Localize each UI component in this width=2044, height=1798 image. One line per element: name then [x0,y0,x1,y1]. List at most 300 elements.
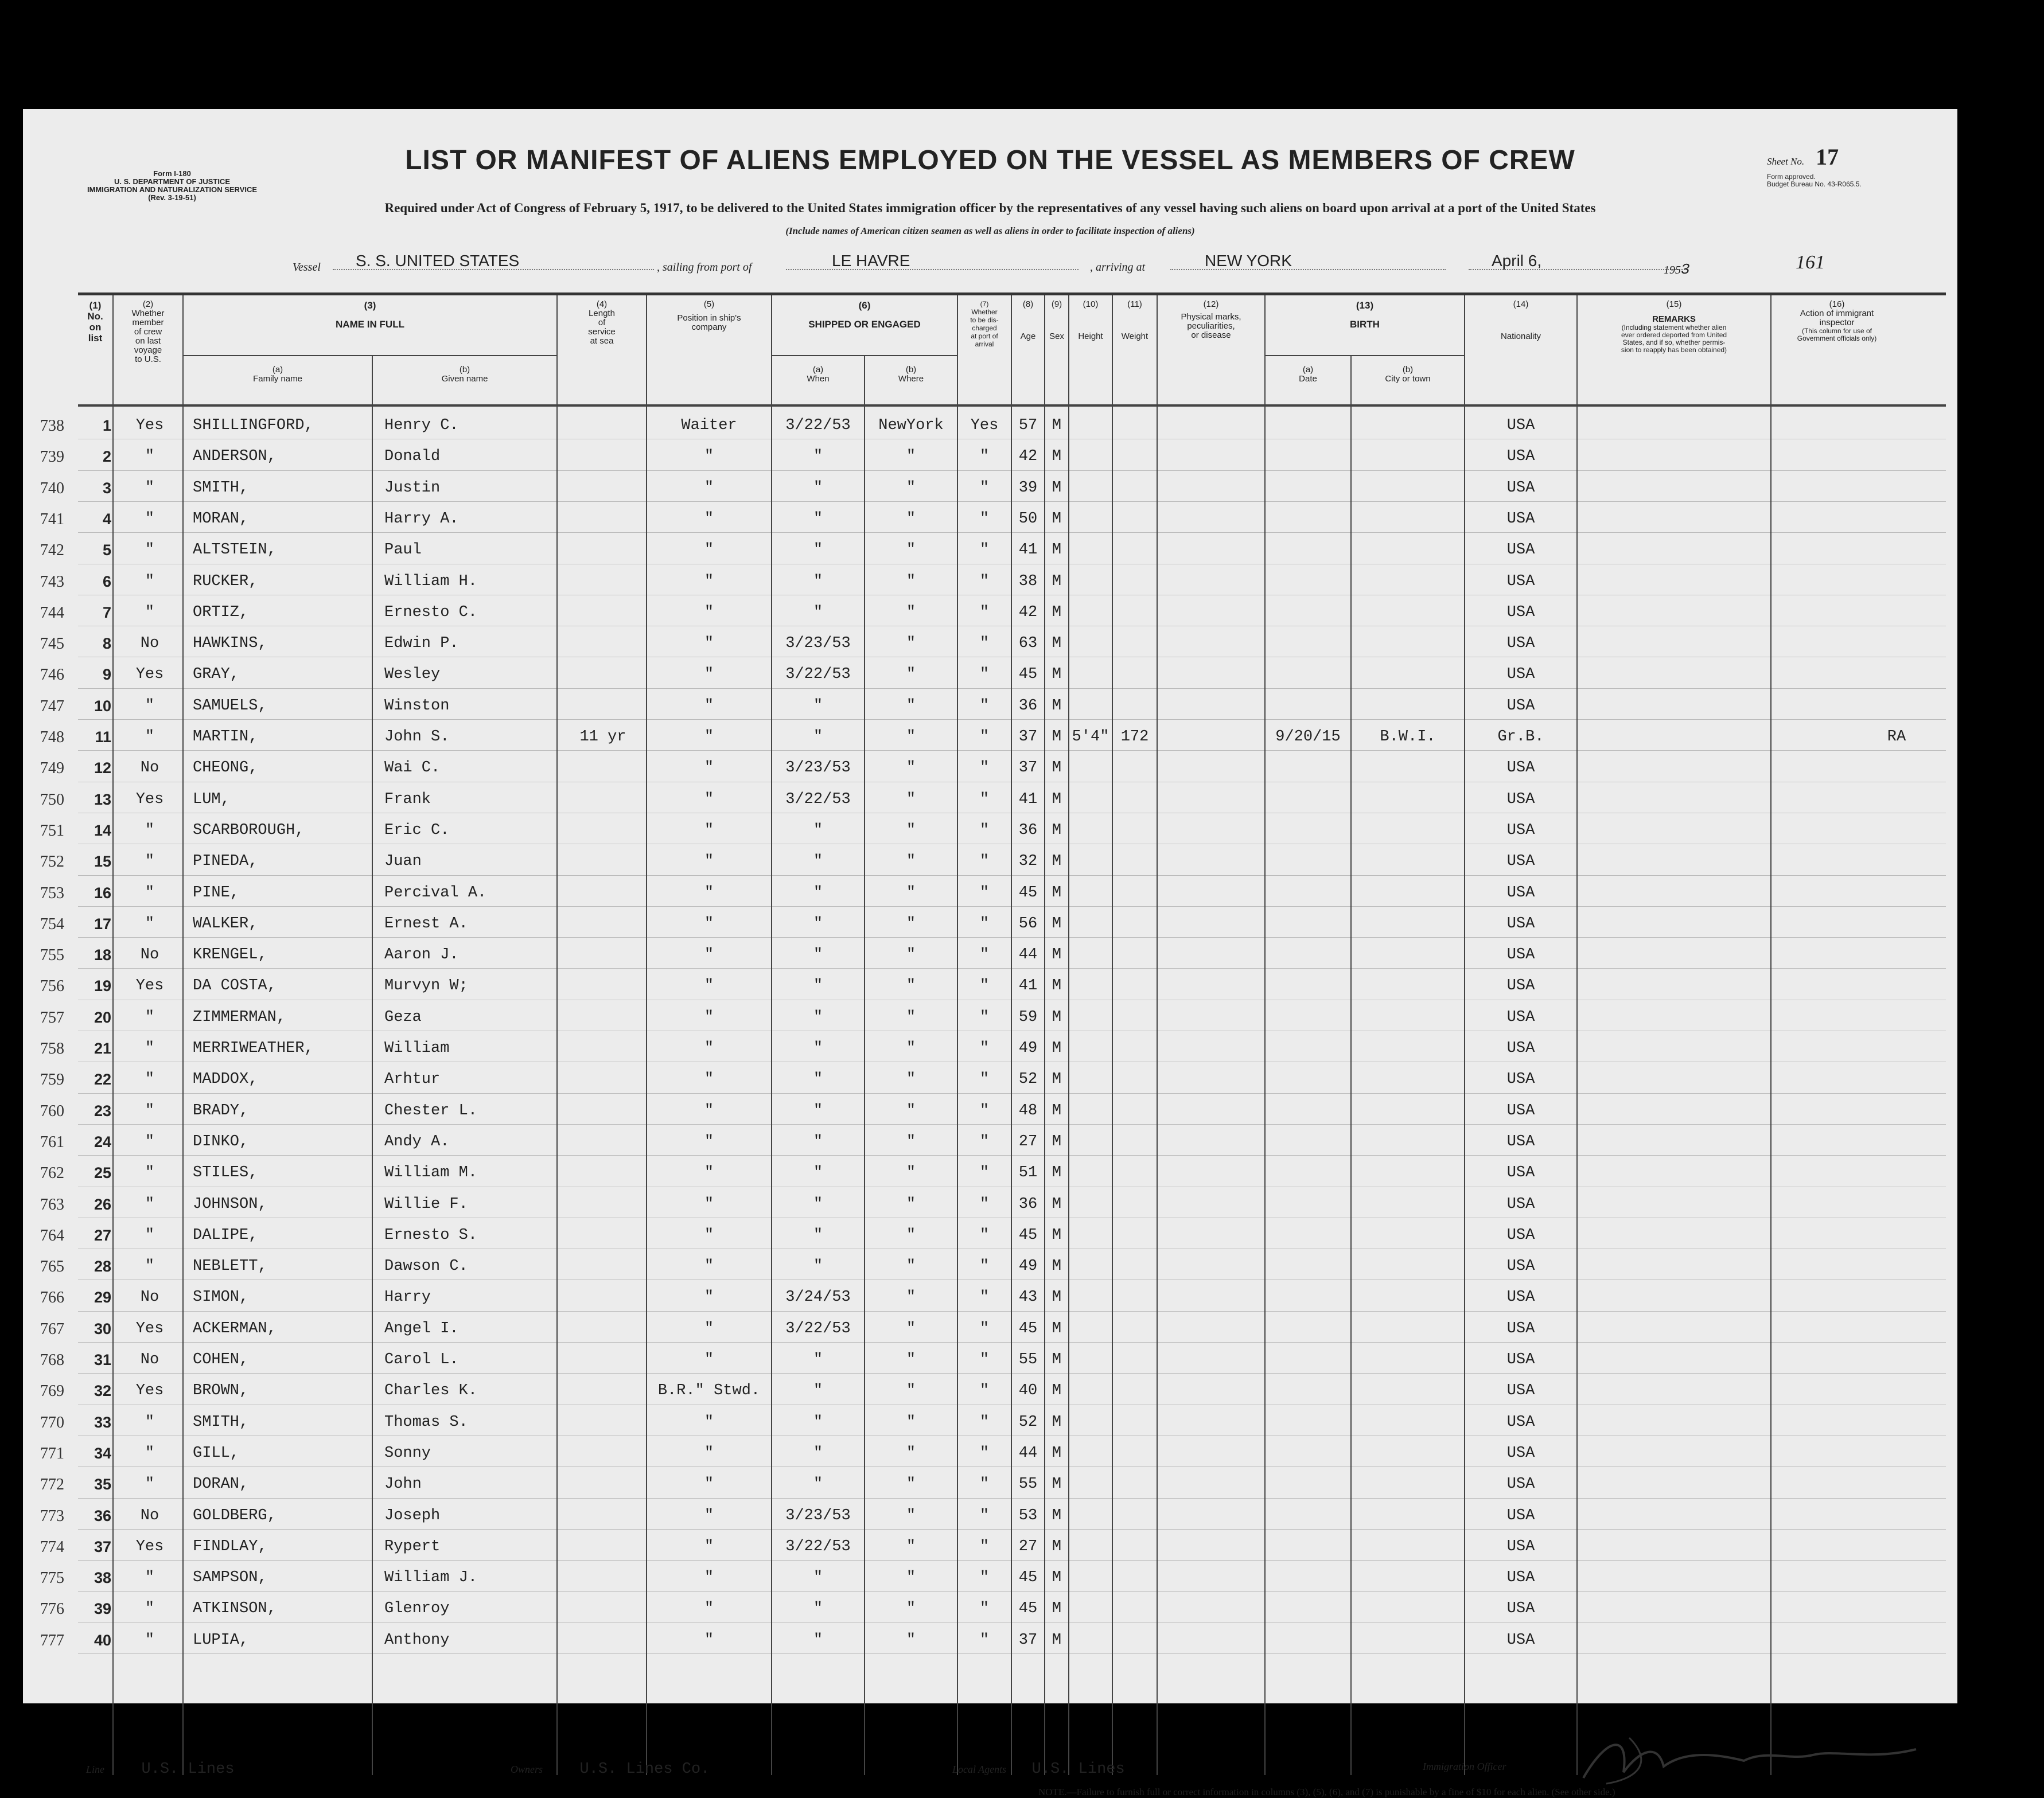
table-row [40,1468,1946,1499]
sex: M [1052,1071,1062,1089]
vessel-name: S. S. UNITED STATES [356,252,520,270]
row-number: 11 [95,728,111,746]
position: " [704,510,714,528]
family-name: CHEONG, [193,759,258,777]
family-name: BROWN, [193,1382,249,1400]
row-number: 29 [94,1289,111,1306]
given-name: Henry C. [384,417,459,434]
family-name: ANDERSON, [193,448,277,466]
shipped-where: " [906,448,916,466]
entry-reference: 738 [40,417,64,435]
previous-voyage: No [140,635,159,653]
shipped-where: " [906,1631,916,1649]
position: " [704,666,714,684]
shipped-when: " [813,1133,823,1150]
given-name: Arhtur [384,1071,441,1089]
sex: M [1052,728,1062,746]
age: 27 [1018,1133,1038,1150]
row-number: 2 [102,448,111,466]
entry-reference: 764 [40,1226,64,1245]
given-name: Ernest A. [384,915,468,933]
family-name: SMITH, [193,1413,249,1431]
given-name: Ernesto C. [384,603,478,621]
family-name: STILES, [193,1164,258,1182]
nationality: Gr.B. [1497,728,1544,746]
col-where-header: (b) Where [898,365,924,384]
position: " [704,1226,714,1244]
previous-voyage: " [145,603,155,621]
position: " [704,1351,714,1368]
position: B.R." Stwd. [657,1382,761,1400]
nationality: USA [1506,572,1535,590]
given-name: Glenroy [384,1600,450,1618]
weight: 172 [1120,728,1149,746]
entry-reference: 744 [40,603,64,622]
age: 40 [1018,1382,1038,1400]
family-name: MADDOX, [193,1071,258,1089]
sheet-number: Sheet No. 17 [1767,144,1839,170]
sex: M [1052,946,1062,964]
shipped-when: 3/22/53 [785,790,851,808]
position: " [704,821,714,839]
nationality: USA [1506,1444,1535,1462]
table-row [40,1437,1946,1468]
nationality: USA [1506,1258,1535,1276]
sex: M [1052,821,1062,839]
discharge: " [979,1258,990,1276]
table-row [40,533,1946,564]
age: 37 [1018,728,1038,746]
column-rule [864,355,865,1775]
age: 39 [1018,479,1038,497]
row-number: 33 [94,1413,111,1431]
given-name: Juan [384,853,422,871]
table-row [40,1592,1946,1623]
discharge: " [979,1351,990,1368]
row-number: 9 [102,666,111,684]
age: 36 [1018,697,1038,715]
position: " [704,1008,714,1026]
discharge: " [979,1444,990,1462]
table-row [40,845,1946,876]
shipped-when: " [813,572,823,590]
discharge: " [979,1164,990,1182]
sex: M [1052,1258,1062,1276]
sex: M [1052,1569,1062,1587]
given-name: Angel I. [384,1320,459,1337]
age: 41 [1018,790,1038,808]
shipped-where: " [906,1476,916,1493]
given-name: Eric C. [384,821,450,839]
previous-voyage: " [145,915,155,933]
discharge: " [979,448,990,466]
previous-voyage: " [145,1133,155,1150]
discharge: " [979,728,990,746]
position: Waiter [681,417,737,434]
sex: M [1052,1040,1062,1057]
family-name: SAMPSON, [193,1569,267,1587]
shipped-where: " [906,1413,916,1431]
entry-reference: 777 [40,1631,64,1649]
entry-reference: 770 [40,1413,64,1432]
sex: M [1052,1382,1062,1400]
discharge: " [979,1382,990,1400]
given-name: Wai C. [384,759,441,777]
given-name: Winston [384,697,450,715]
table-row [40,1063,1946,1094]
sex: M [1052,915,1062,933]
sailing-label: , sailing from port of [657,261,752,274]
discharge: " [979,1102,990,1120]
sex: M [1052,666,1062,684]
discharge: " [979,1071,990,1089]
table-row [40,1312,1946,1343]
discharge: " [979,915,990,933]
shipped-when: 3/22/53 [785,666,851,684]
previous-voyage: No [140,759,159,777]
shipped-when: " [813,1631,823,1649]
shipped-where: " [906,479,916,497]
age: 32 [1018,853,1038,871]
given-name: John [384,1476,422,1493]
position: " [704,915,714,933]
nationality: USA [1506,1040,1535,1057]
given-name: Justin [384,479,441,497]
nationality: USA [1506,1538,1535,1555]
entry-reference: 756 [40,977,64,996]
nationality: USA [1506,1351,1535,1368]
shipped-when: " [813,728,823,746]
vessel-label: Vessel [293,261,321,274]
shipped-where: " [906,1569,916,1587]
table-row [40,876,1946,907]
footer-note: NOTE.—Failure to furnish full or correct information in columns (3), (5), (6), and (7) is punishable by a fine of $10 for each alien. (See other side.) [1038,1787,1615,1797]
shipped-when: " [813,821,823,839]
table-row [40,409,1946,440]
sex: M [1052,1507,1062,1524]
position: " [704,1476,714,1493]
col-age-header: (8) Age [1020,299,1036,341]
given-name: Ernesto S. [384,1226,478,1244]
given-name: William J. [384,1569,478,1587]
given-name: William [384,1040,450,1057]
col-height-header: (10) Height [1078,299,1103,341]
discharge: " [979,1600,990,1618]
col-birth-city-header: (b) City or town [1385,365,1431,384]
nationality: USA [1506,1413,1535,1431]
family-name: COHEN, [193,1351,249,1368]
shipped-when: 3/22/53 [785,1538,851,1555]
nationality: USA [1506,417,1535,434]
nationality: USA [1506,448,1535,466]
table-row [40,938,1946,969]
position: " [704,1289,714,1306]
col-birth-header: (13) BIRTH [1350,300,1380,330]
entry-reference: 742 [40,541,64,560]
shipped-where: " [906,1071,916,1089]
position: " [704,697,714,715]
entry-reference: 773 [40,1507,64,1525]
row-number: 17 [94,915,111,933]
entry-reference: 771 [40,1444,64,1462]
family-name: MORAN, [193,510,249,528]
position: " [704,1133,714,1150]
previous-voyage: " [145,728,155,746]
shipped-where: " [906,666,916,684]
age: 44 [1018,946,1038,964]
nationality: USA [1506,1195,1535,1213]
nationality: USA [1506,697,1535,715]
row-number: 15 [94,853,111,871]
col-weight-header: (11) Weight [1121,299,1148,341]
nationality: USA [1506,603,1535,621]
age: 37 [1018,1631,1038,1649]
col-service-header: (4) Length of service at sea [588,299,616,346]
row-number: 37 [94,1538,111,1555]
position: " [704,1040,714,1057]
shipped-when: " [813,1382,823,1400]
row-number: 40 [94,1631,111,1649]
col-physical-header: (12) Physical marks, peculiarities, or disease [1181,299,1241,340]
manifest-sheet [23,109,1957,1797]
shipped-when: 3/24/53 [785,1289,851,1306]
discharge: " [979,1133,990,1150]
row-number: 1 [102,417,111,434]
age: 44 [1018,1444,1038,1462]
shipped-where: " [906,853,916,871]
sex: M [1052,853,1062,871]
sex: M [1052,790,1062,808]
age: 55 [1018,1476,1038,1493]
age: 57 [1018,417,1038,434]
sex: M [1052,884,1062,902]
given-name: Dawson C. [384,1258,468,1276]
discharge: " [979,1289,990,1306]
entry-reference: 751 [40,821,64,840]
shipped-where: " [906,759,916,777]
age: 36 [1018,1195,1038,1213]
height: 5'4" [1072,728,1109,746]
previous-voyage: " [145,1071,155,1089]
shipped-where: " [906,635,916,653]
given-name: Harry A. [384,510,459,528]
age: 41 [1018,977,1038,995]
shipped-where: " [906,603,916,621]
shipped-where: " [906,697,916,715]
sex: M [1052,1133,1062,1150]
table-row [40,1624,1946,1655]
discharge: Yes [970,417,999,434]
discharge: " [979,1538,990,1555]
previous-voyage: " [145,1631,155,1649]
nationality: USA [1506,635,1535,653]
discharge: " [979,635,990,653]
col-no-header: (1) No. on list [87,300,103,344]
previous-voyage: Yes [135,1320,164,1337]
family-name: LUPIA, [193,1631,249,1649]
previous-voyage: " [145,1102,155,1120]
entry-reference: 760 [40,1102,64,1120]
given-name: Andy A. [384,1133,450,1150]
position: " [704,884,714,902]
family-name: GILL, [193,1444,240,1462]
shipped-where: " [906,915,916,933]
position: " [704,1538,714,1555]
nationality: USA [1506,1600,1535,1618]
position: " [704,1413,714,1431]
previous-voyage: Yes [135,1538,164,1555]
previous-voyage: " [145,1164,155,1182]
given-name: Edwin P. [384,635,459,653]
entry-reference: 772 [40,1476,64,1494]
previous-voyage: " [145,1040,155,1057]
footer-agents: Local Agents U.S. Lines [952,1761,1125,1778]
position: " [704,759,714,777]
budget-note: Form approved. Budget Bureau No. 43-R065.5. [1767,173,1862,188]
given-name: Chester L. [384,1102,478,1120]
given-name: Frank [384,790,431,808]
given-name: Joseph [384,1507,441,1524]
position: " [704,448,714,466]
shipped-where: " [906,977,916,995]
row-number: 12 [94,759,111,777]
family-name: LUM, [193,790,230,808]
given-name: Charles K. [384,1382,478,1400]
position: " [704,1071,714,1089]
nationality: USA [1506,853,1535,871]
table-row [40,969,1946,1000]
column-rule [1576,295,1578,1775]
table-row [40,565,1946,596]
sex: M [1052,1195,1062,1213]
family-name: ACKERMAN, [193,1320,277,1337]
shipped-when: 3/23/53 [785,1507,851,1524]
shipped-where: " [906,728,916,746]
age: 45 [1018,1600,1038,1618]
shipped-when: " [813,1351,823,1368]
previous-voyage: Yes [135,790,164,808]
sex: M [1052,1413,1062,1431]
age: 42 [1018,603,1038,621]
table-row [40,814,1946,845]
shipped-when: " [813,510,823,528]
family-name: PINEDA, [193,853,258,871]
age: 37 [1018,759,1038,777]
shipped-where: " [906,572,916,590]
sex: M [1052,1289,1062,1306]
nationality: USA [1506,1382,1535,1400]
previous-voyage: No [140,946,159,964]
footer-officer: Immigration Officer [1423,1761,1506,1772]
age: 50 [1018,510,1038,528]
previous-voyage: No [140,1351,159,1368]
nationality: USA [1506,946,1535,964]
previous-voyage: " [145,697,155,715]
given-name: Anthony [384,1631,450,1649]
family-name: SHILLINGFORD, [193,417,314,434]
given-name: Willie F. [384,1195,468,1213]
sex: M [1052,1008,1062,1026]
shipped-when: 3/22/53 [785,1320,851,1337]
entry-reference: 766 [40,1289,64,1307]
shipped-when: " [813,1600,823,1618]
shipped-where: " [906,946,916,964]
column-rule [182,295,184,1775]
entry-reference: 774 [40,1538,64,1556]
column-rule [1157,295,1158,1775]
family-name: GOLDBERG, [193,1507,277,1524]
entry-reference: 768 [40,1351,64,1369]
entry-reference: 739 [40,448,64,466]
shipped-when: " [813,1040,823,1057]
include-note: (Include names of American citizen seamen as well as aliens in order to facilitate inspection of aliens) [785,225,1195,236]
table-row [40,1281,1946,1312]
entry-reference: 776 [40,1600,64,1618]
sex: M [1052,417,1062,434]
family-name: DA COSTA, [193,977,277,995]
position: " [704,1320,714,1337]
entry-reference: 763 [40,1195,64,1214]
previous-voyage: " [145,448,155,466]
position: " [704,853,714,871]
age: 48 [1018,1102,1038,1120]
table-row [40,1032,1946,1063]
age: 45 [1018,1320,1038,1337]
shipped-where: " [906,821,916,839]
row-number: 24 [94,1133,111,1150]
age: 63 [1018,635,1038,653]
sex: M [1052,1476,1062,1493]
given-name: Paul [384,541,422,559]
column-rule [646,295,647,1775]
age: 45 [1018,1569,1038,1587]
table-row [40,440,1946,471]
row-number: 30 [94,1320,111,1337]
sex: M [1052,1102,1062,1120]
nationality: USA [1506,790,1535,808]
table-row [40,1156,1946,1187]
age: 52 [1018,1071,1038,1089]
footer-owners: Owners U.S. Lines Co. [511,1761,710,1778]
shipped-when: " [813,697,823,715]
table-row [40,1001,1946,1032]
position: " [704,1569,714,1587]
age: 36 [1018,821,1038,839]
entry-reference: 775 [40,1569,64,1588]
table-row [40,907,1946,938]
given-name: Aaron J. [384,946,459,964]
previous-voyage: " [145,821,155,839]
family-name: ORTIZ, [193,603,249,621]
shipped-when: " [813,915,823,933]
discharge: " [979,821,990,839]
table-row [40,1188,1946,1219]
entry-reference: 745 [40,635,64,653]
nationality: USA [1506,977,1535,995]
table-row [40,720,1946,751]
shipped-when: " [813,1226,823,1244]
given-name: Murvyn W; [384,977,468,995]
shipped-where: " [906,1444,916,1462]
shipped-where: " [906,1507,916,1524]
family-name: SIMON, [193,1289,249,1306]
shipped-when: " [813,884,823,902]
col-remarks-header: (15) REMARKS (Including statement whether alien ever ordered deported from United States, and if so, whether permis- sion to reapply has been obtained) [1621,299,1727,354]
row-number: 14 [94,821,111,839]
family-name: WALKER, [193,915,258,933]
previous-voyage: " [145,541,155,559]
position: " [704,946,714,964]
